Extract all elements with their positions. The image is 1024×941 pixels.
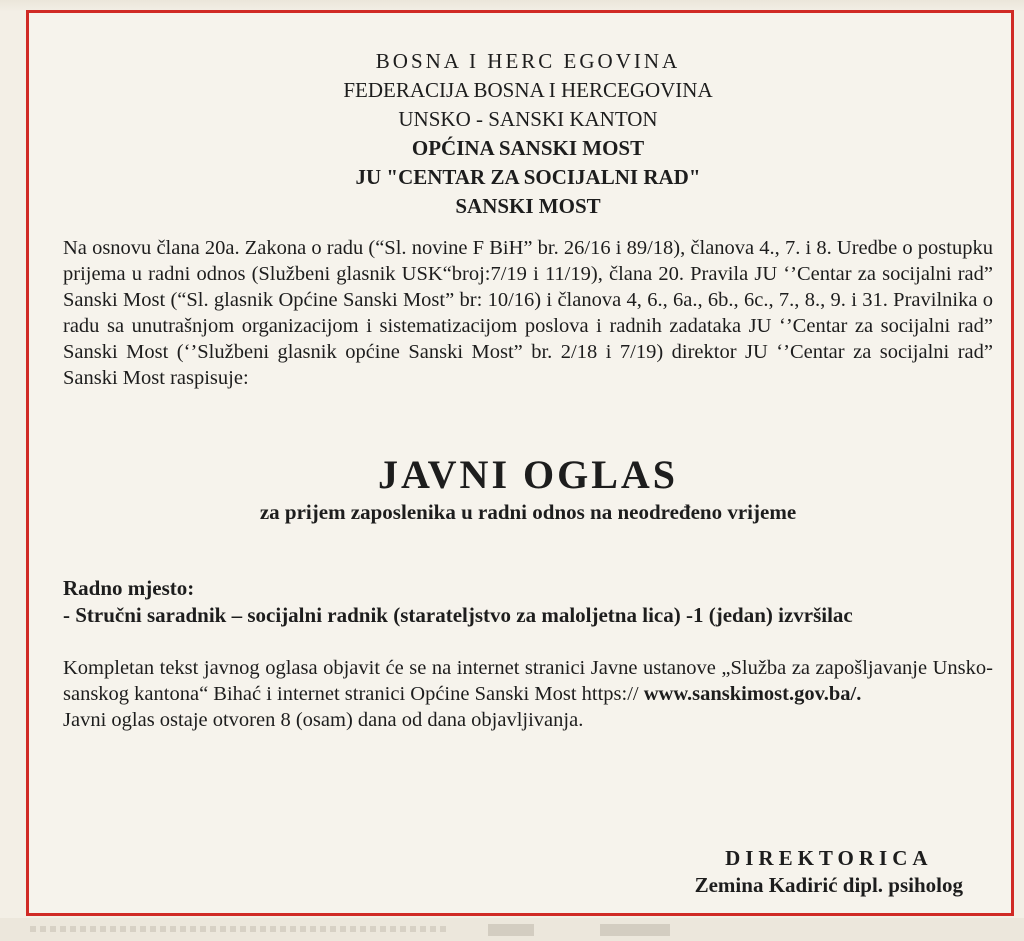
- info-text: Kompletan tekst javnog oglasa objavit će se na internet stranici Javne ustanove „Služba za zapošljavanje Unsko-sanskog kantona“ Bihać i internet stranici Općine Sanski Most https://: [63, 657, 993, 705]
- bleed-through-text: [30, 926, 450, 932]
- info-paragraph: [63, 655, 993, 733]
- ad-subtitle: za prijem zaposlenika u radni odnos na neodređeno vrijeme: [259, 500, 797, 524]
- signature-block: [695, 845, 963, 899]
- notice-header: [63, 47, 993, 221]
- header-city: SANSKI MOST: [455, 194, 601, 218]
- notice-content: [63, 13, 993, 733]
- position-label: Radno mjesto:: [63, 576, 195, 600]
- ad-title: JAVNI OGLAS: [377, 452, 679, 497]
- header-municipality: OPĆINA SANSKI MOST: [411, 136, 645, 160]
- header-institution: JU "CENTAR ZA SOCIJALNI RAD": [355, 165, 701, 189]
- position-item: - Stručni saradnik – socijalni radnik (starateljstvo za maloljetna lica) -1 (jedan) izvršilac: [63, 603, 853, 627]
- info-duration: Javni oglas ostaje otvoren 8 (osam) dana od dana objavljivanja.: [63, 709, 584, 731]
- intro-paragraph: Na osnovu člana 20a. Zakona o radu (“Sl. novine F BiH” br. 26/16 i 89/18), članova 4., 7. i 8. Uredbe o postupku prijema u radni odnos (Službeni glasnik USK“broj:7/19 i 11/19), člana 20. Pravila JU ‘’Centar za socijalni rad” Sanski Most (“Sl. glasnik Općine Sanski Most” br: 10/16) i članova 4, 6., 6a., 6b., 6c., 7., 8., 9. i 31. Pravilnika o radu sa unutrašnjom organizacijom i sistematizacijom poslova i radnih zadataka JU ‘’Centar za socijalni rad” Sanski Most (‘’Službeni glasnik općine Sanski Most” br. 2/18 i 7/19) direktor JU ‘’Centar za socijalni rad” Sanski Most raspisuje:: [63, 237, 993, 389]
- header-federation: FEDERACIJA BOSNA I HERCEGOVINA: [343, 78, 713, 102]
- header-canton: UNSKO - SANSKI KANTON: [398, 107, 658, 131]
- info-website: www.sanskimost.gov.ba/.: [643, 683, 862, 705]
- notice-frame: [26, 10, 1014, 916]
- signature-role: DIREKTORICA: [725, 846, 933, 870]
- paper-edge-bottom: [0, 918, 1024, 941]
- header-country: BOSNA I HERC EGOVINA: [375, 49, 681, 73]
- signature-name: Zemina Kadirić dipl. psiholog: [694, 873, 963, 897]
- bleed-through-mark: [600, 924, 670, 936]
- bleed-through-mark: [488, 924, 534, 936]
